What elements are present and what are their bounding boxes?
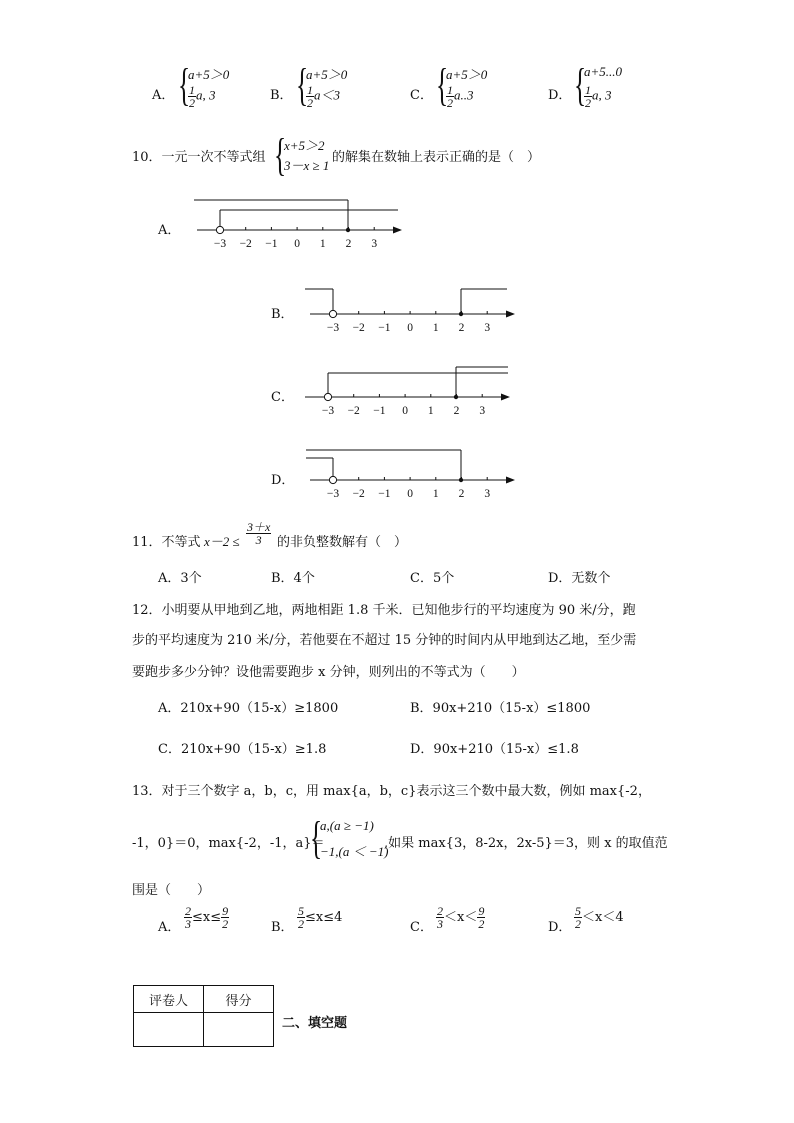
q10-option-a-letter: A． [158,223,181,238]
tick-label: −1 [378,488,391,500]
q13-case1: a,(a ≥ −1) [320,818,374,833]
q9-a-line2: $\frac{1}{2}$ a, 3 [189,83,216,110]
q12-line3: 要跑步多少分钟？设他需要跑步 x 分钟，则列出的不等式为（ ） [132,665,525,680]
q9-option-a-letter: A． [152,88,175,103]
q9-option-b-letter: B． [270,88,293,103]
open-point [324,393,331,400]
tick-label: −2 [347,405,360,417]
brace-icon: { [436,59,449,110]
closed-point [459,478,463,482]
tick-label: 3 [484,322,491,334]
tick-label: −3 [326,322,340,334]
axis-arrow [506,311,515,318]
tick-label: −1 [373,405,386,417]
q10-prefix: 10．一元一次不等式组 [132,150,266,165]
q13-option-b: $\frac{5}{2}$ ≤x≤4 [298,904,343,931]
q13-option-a-letter: A． [158,920,181,935]
score-cell [204,1013,274,1047]
q10-option-c-letter: C． [271,390,294,405]
q9-option-c-letter: C． [410,88,433,103]
tick-label: −2 [239,238,252,250]
grader-header: 评卷人 [134,986,204,1013]
q13-option-c-letter: C． [410,920,433,935]
q11-option-a: A．3个 [158,571,202,586]
q12-option-a: A．210x+90（15-x）≥1800 [158,701,339,716]
tick-label: 1 [427,405,434,417]
q9-option-d-letter: D． [548,88,572,103]
grader-cell [134,1013,204,1047]
number-line-b [303,276,523,338]
axis-arrow [506,477,515,484]
q13-line2-pre: -1，0}＝0，max{-2，-1，a}＝ [132,836,325,851]
tick-label: 0 [407,488,413,500]
tick-label: 3 [371,238,378,250]
q11-option-d: D．无数个 [548,571,611,586]
closed-point [459,312,463,316]
axis-arrow [393,227,402,234]
tick-label: 1 [432,322,439,334]
q9-c-line2: $\frac{1}{2}$ a..3 [447,83,474,110]
number-line-d [303,442,523,504]
q12-option-d: D．90x+210（15-x）≤1.8 [410,742,579,757]
q13-option-b-letter: B． [271,920,294,935]
q10-option-d-letter: D． [271,473,295,488]
tick-label: 2 [458,488,465,500]
q13-line2-post: ,如果 max{3，8-2x，2x-5}＝3，则 x 的取值范 [384,836,668,851]
brace-icon: { [274,129,287,180]
tick-label: 1 [432,488,439,500]
score-header: 得分 [204,986,274,1013]
q13-option-d: $\frac{5}{2}$ ＜x＜4 [575,904,624,931]
q12-option-b: B．90x+210（15-x）≤1800 [410,701,591,716]
q9-d-line2: $\frac{1}{2}$ a, 3 [585,83,612,110]
q11-suffix: 的非负整数解有（ ） [277,535,408,550]
tick-label: −1 [378,322,391,334]
open-point [329,476,336,483]
q10-option-b-letter: B． [271,307,294,322]
closed-point [454,395,458,399]
section-title: 二、填空题 [282,1016,348,1031]
number-line-c [298,359,518,421]
brace-icon: { [296,59,309,110]
tick-label: 2 [453,405,460,417]
tick-label: 3 [479,405,486,417]
q11-option-b: B．4个 [271,571,315,586]
tick-label: 3 [484,488,491,500]
q10-suffix: 的解集在数轴上表示正确的是（ ） [332,150,541,165]
q11-option-c: C．5个 [410,571,455,586]
q13-case2: −1,(a ＜ −1) [320,844,389,859]
tick-label: 1 [319,238,326,250]
open-point [329,310,336,317]
tick-label: −3 [213,238,227,250]
tick-label: −3 [321,405,335,417]
q11-lhs: x－2 ≤ [204,534,240,549]
tick-label: 0 [294,238,300,250]
tick-label: 2 [345,238,352,250]
tick-label: −2 [352,488,365,500]
tick-label: 0 [402,405,408,417]
q12-line1: 12．小明要从甲地到乙地，两地相距 1.8 千米．已知他步行的平均速度为 90 米/分，跑 [132,603,636,618]
q13-line1: 13．对于三个数字 a，b，c，用 max{a，b，c}表示这三个数中最大数，例如 max{-2， [132,784,651,799]
q9-d-line1: a+5...0 [584,64,623,79]
q9-a-line1: a+5＞0 [188,67,230,82]
q11-prefix: 11．不等式 [132,535,201,550]
q9-b-line1: a+5＞0 [306,67,348,82]
q11-fraction: $\frac{3+x}{3}$ [247,520,271,547]
brace-icon: { [310,812,323,863]
q10-sys-line2: 3－x ≥ 1 [284,158,330,173]
number-line-a [190,192,410,254]
axis-arrow [501,394,510,401]
q13-option-c: $\frac{2}{3}$ ＜x＜ $\frac{9}{2}$ [437,904,485,931]
q13-option-a: $\frac{2}{3}$ ≤x≤ $\frac{9}{2}$ [185,904,229,931]
brace-icon: { [178,59,191,110]
tick-label: 2 [458,322,465,334]
tick-label: −2 [352,322,365,334]
q9-c-line1: a+5＞0 [446,67,488,82]
tick-label: −1 [265,238,278,250]
q12-option-c: C．210x+90（15-x）≥1.8 [158,742,327,757]
q12-line2: 步的平均速度为 210 米/分，若他要在不超过 15 分钟的时间内从甲地到达乙地，至少需 [132,633,637,648]
q13-line3: 围是（ ） [132,883,211,898]
tick-label: 0 [407,322,413,334]
closed-point [346,228,350,232]
grader-table [133,985,274,1047]
q13-option-d-letter: D． [548,920,572,935]
open-point [216,226,223,233]
tick-label: −3 [326,488,340,500]
brace-icon: { [574,59,587,110]
q9-b-line2: $\frac{1}{2}$ a＜3 [307,83,341,110]
q10-sys-line1: x+5＞2 [284,138,325,153]
